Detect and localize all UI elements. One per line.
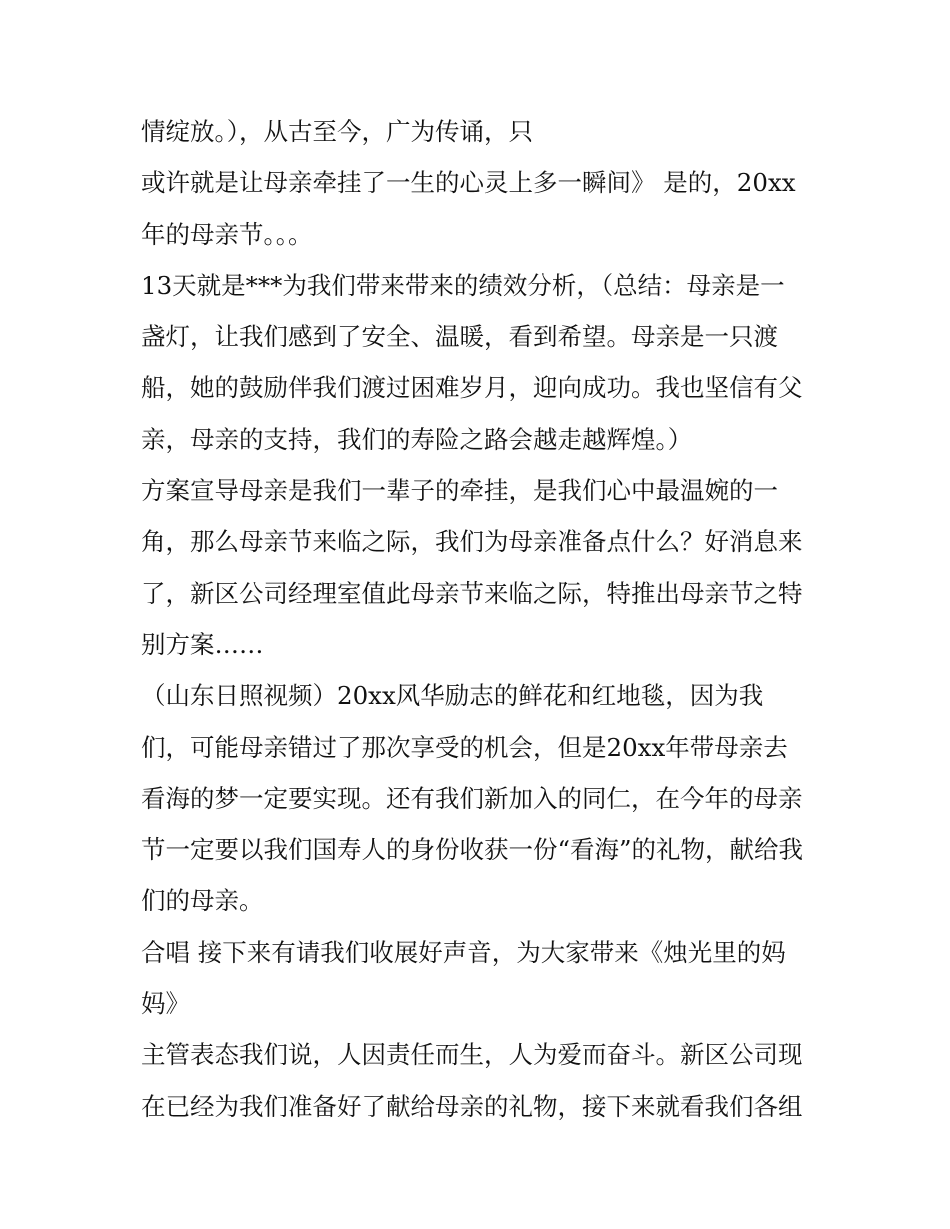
text-line: 们的母亲。 bbox=[141, 886, 264, 916]
text-line: 主管表态我们说，人因责任而生，人为爱而奋斗。新区公司现 bbox=[141, 1040, 803, 1070]
text-line: 合唱 接下来有请我们收展好声音，为大家带来《烛光里的妈 bbox=[141, 937, 786, 967]
text-line: 角，那么母亲节来临之际，我们为母亲准备点什么？好消息来 bbox=[141, 527, 803, 557]
text-line: 亲，母亲的支持，我们的寿险之路会越走越辉煌。） bbox=[141, 424, 693, 454]
text-line: 船，她的鼓励伴我们渡过困难岁月，迎向成功。我也坚信有父 bbox=[141, 373, 803, 403]
text-line: 别方案…… bbox=[141, 629, 264, 659]
text-line: 或许就是让母亲牵挂了一生的心灵上多一瞬间》 是的，20xx bbox=[141, 168, 796, 198]
text-line: 情绽放。），从古至今，广为传诵，只 bbox=[141, 117, 533, 146]
text-line: 13天就是***为我们带来带来的绩效分析，（总结：母亲是一 bbox=[141, 270, 785, 300]
text-line: 了，新区公司经理室值此母亲节来临之际，特推出母亲节之特 bbox=[141, 578, 803, 608]
text-line: 方案宣导母亲是我们一辈子的牵挂，是我们心中最温婉的一 bbox=[141, 476, 778, 506]
text-line: 妈》 bbox=[141, 989, 190, 1019]
text-line: 盏灯，让我们感到了安全、温暖，看到希望。母亲是一只渡 bbox=[141, 322, 778, 352]
text-line: 节一定要以我们国寿人的身份收获一份“看海”的礼物，献给我 bbox=[141, 835, 804, 865]
text-line: 在已经为我们准备好了献给母亲的礼物，接下来就看我们各组 bbox=[141, 1091, 803, 1121]
document-body bbox=[141, 106, 821, 1132]
text-line: 看海的梦一定要实现。还有我们新加入的同仁，在今年的母亲 bbox=[141, 783, 803, 813]
text-line: 年的母亲节。。。 bbox=[141, 219, 313, 249]
text-line: （山东日照视频）20xx风华励志的鲜花和红地毯，因为我 bbox=[141, 681, 764, 711]
text-line: 们，可能母亲错过了那次享受的机会，但是20xx年带母亲去 bbox=[141, 732, 788, 762]
